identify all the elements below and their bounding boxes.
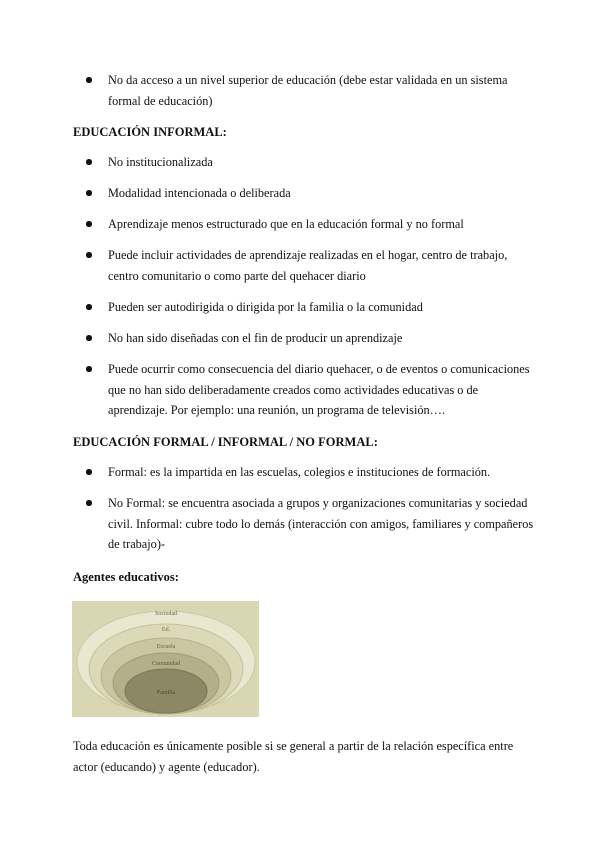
layer-label-escuela: Escuela (156, 644, 176, 650)
bullet-dot-icon (86, 469, 92, 475)
bullet-item (86, 245, 536, 286)
bullet-text: Modalidad intencionada o deliberada (108, 186, 291, 200)
bullet-text: Puede ocurrir como consecuencia del diario quehacer, o de eventos o comunicaciones que no han sido deliberadamente creados como actividades educativas o de aprendizaje. Por ejemplo: una reunión, un programa de televisión…. (108, 362, 530, 417)
bullet-dot-icon (86, 304, 92, 310)
heading-agentes-educativos: Agentes educativos: (73, 570, 179, 584)
bullet-item (86, 462, 536, 483)
bullet-dot-icon (86, 159, 92, 165)
bullet-item (86, 297, 536, 318)
layer-label-familia: Familia (156, 690, 176, 696)
bullet-text: No Formal: se encuentra asociada a grupos y organizaciones comunitarias y sociedad civil. Informal: cubre todo lo demás (interacción con amigos, familiares y compañeros de trabajo)- (108, 496, 534, 551)
bullet-text: No institucionalizada (108, 155, 213, 169)
layer-label-sociedad: Sociedad (155, 611, 177, 617)
bullet-item (86, 70, 536, 111)
concentric-agents-diagram (72, 601, 259, 717)
layer-label-comunidad: Comunidad (152, 661, 180, 667)
bullet-dot-icon (86, 252, 92, 258)
bullet-text: No han sido diseñadas con el fin de producir un aprendizaje (108, 331, 403, 345)
bullet-item (86, 183, 536, 204)
heading-educacion-informal: EDUCACIÓN INFORMAL: (73, 125, 227, 139)
bullet-text: Pueden ser autodirigida o dirigida por la familia o la comunidad (108, 300, 423, 314)
bullet-item (86, 152, 536, 173)
bullet-item (86, 214, 536, 235)
bullet-text: Puede incluir actividades de aprendizaje realizadas en el hogar, centro de trabajo, centro comunitario o como parte del quehacer diario (108, 248, 508, 283)
bullet-dot-icon (86, 221, 92, 227)
bullet-dot-icon (86, 77, 92, 83)
bullet-dot-icon (86, 366, 92, 372)
layer-label-ed: Ed. (161, 627, 171, 633)
bullet-item (86, 328, 536, 349)
bullet-dot-icon (86, 500, 92, 506)
bullet-item (86, 493, 536, 555)
bullet-item (86, 359, 536, 421)
bullet-dot-icon (86, 335, 92, 341)
heading-educacion-comparacion: EDUCACIÓN FORMAL / INFORMAL / NO FORMAL: (73, 435, 378, 449)
bullet-text: Formal: es la impartida en las escuelas, colegios e instituciones de formación. (108, 465, 491, 479)
bullet-text: No da acceso a un nivel superior de educación (debe estar validada en un sistema formal de educación) (108, 73, 508, 108)
bullet-text: Aprendizaje menos estructurado que en la educación formal y no formal (108, 217, 464, 231)
bullet-dot-icon (86, 190, 92, 196)
closing-paragraph: Toda educación es únicamente posible si se general a partir de la relación específica entre actor (educando) y agente (educador). (73, 739, 514, 774)
